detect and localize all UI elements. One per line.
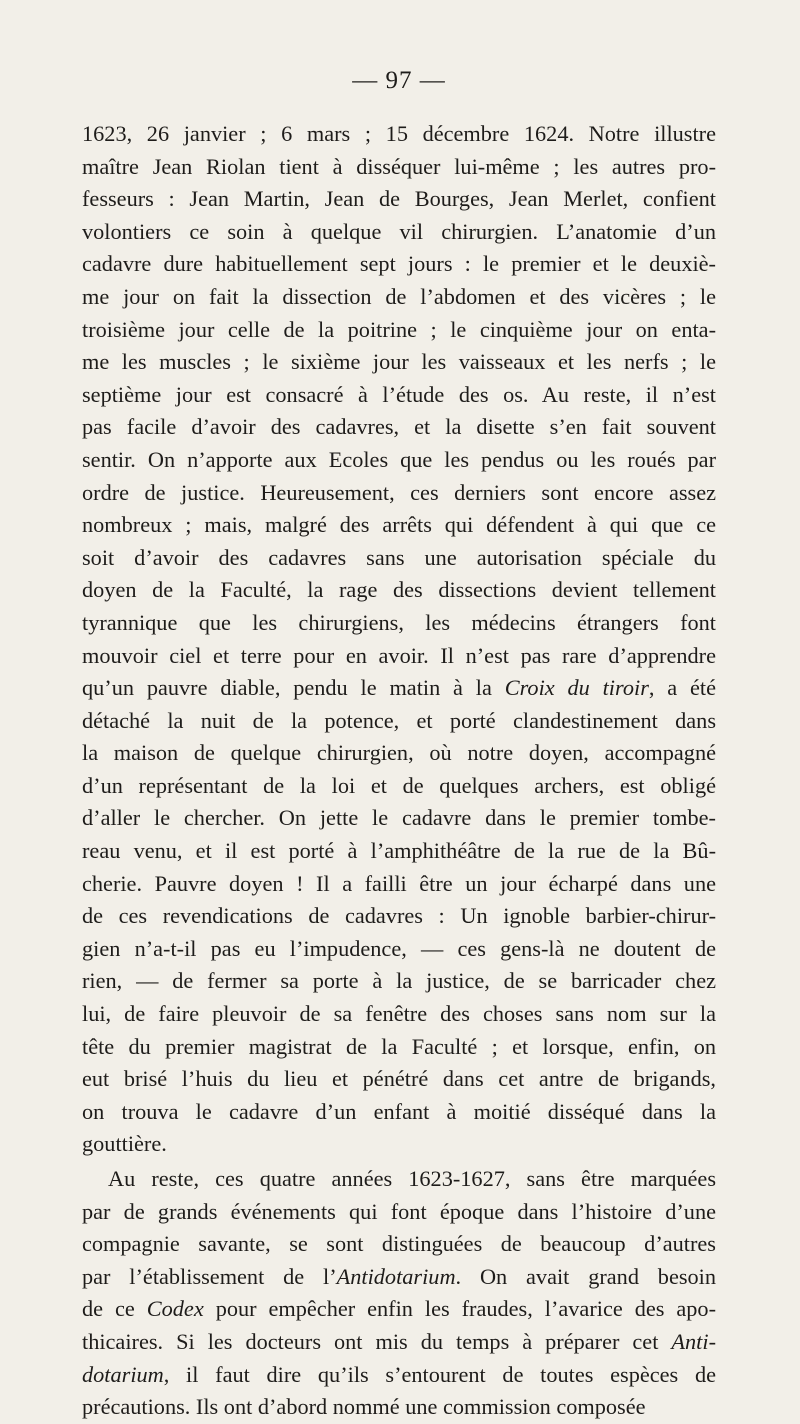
text-line: précautions. Ils ont d’abord nommé une commission composée [82,1394,646,1420]
paragraph-1 [82,118,716,1161]
text-line: gouttière. [82,1131,167,1157]
paragraph-2 [82,1163,716,1424]
text-segment: . On avait grand besoin [455,1263,717,1289]
text-line: troisième jour celle de la poitrine ; le cinquième jour on enta- [82,316,716,342]
text-line: tyrannique que les chirurgiens, les médecins étrangers font [82,609,716,635]
text-line: reau venu, et il est porté à l’amphithéâtre de la rue de la Bû- [82,838,716,864]
text-line: Au reste, ces quatre années 1623-1627, sans être marquées [108,1166,716,1191]
italic-antidotarium: Antidotarium [336,1263,456,1289]
text-line: la maison de quelque chirurgien, où notre doyen, accompagné [82,740,716,766]
text-line: rien, — de fermer sa porte à la justice, de se barricader chez [82,968,716,994]
text-line: on trouva le cadavre d’un enfant à moitié disséqué dans la [82,1098,716,1124]
italic-codex: Codex [146,1296,204,1322]
text-line: 1623, 26 janvier ; 6 mars ; 15 décembre 1624. Notre illustre [82,121,716,146]
text-segment: pour empêcher enfin les fraudes, l’avarice des apo- [203,1296,716,1322]
text-line: tête du premier magistrat de la Faculté ; et lorsque, enfin, on [82,1033,716,1059]
text-line: maître Jean Riolan tient à disséquer lui-même ; les autres pro- [82,153,716,179]
text-line: fesseurs : Jean Martin, Jean de Bourges, Jean Merlet, confient [82,186,716,212]
text-line [82,1326,716,1359]
italic-croix-du-tiroir: Croix du tiroir [504,675,649,701]
text-segment: qu’un pauvre diable, pendu le matin à la [82,675,505,701]
text-line: me jour on fait la dissection de l’abdomen et des vicères ; le [82,283,716,309]
text-line: ordre de justice. Heureusement, ces derniers sont encore assez [82,479,716,505]
text-line [82,1293,716,1326]
text-line: doyen de la Faculté, la rage des dissections devient tellement [82,577,716,603]
text-line [82,1359,716,1392]
text-line: cadavre dure habituellement sept jours : le premier et le deuxiè- [82,251,716,277]
text-line: compagnie savante, se sont distinguées de beaucoup d’autres [82,1231,716,1257]
text-line: septième jour est consacré à l’étude des os. Au reste, il n’est [82,381,716,407]
text-line: d’aller le chercher. On jette le cadavre dans le premier tombe- [82,805,716,831]
text-line [82,1261,716,1294]
text-line: d’un représentant de la loi et de quelques archers, est obligé [82,772,716,798]
text-segment: de ce [82,1296,147,1322]
text-line: eut brisé l’huis du lieu et pénétré dans cet antre de brigands, [82,1066,716,1092]
text-segment: l’ [323,1263,337,1289]
text-line: pas facile d’avoir des cadavres, et la disette s’en fait souvent [82,414,716,440]
text-line: volontiers ce soin à quelque vil chirurgien. L’anatomie d’un [82,218,716,244]
text-segment: , a été [648,675,716,701]
text-line: soit d’avoir des cadavres sans une autorisation spéciale du [82,544,716,570]
text-line: mouvoir ciel et terre pour en avoir. Il n’est pas rare d’apprendre [82,642,716,668]
text-line: détaché la nuit de la potence, et porté clandestinement dans [82,707,716,733]
text-line: nombreux ; mais, malgré des arrêts qui défendent à qui que ce [82,512,716,538]
text-line: sentir. On n’apporte aux Ecoles que les pendus ou les roués par [82,446,716,472]
text-segment: , il faut dire qu’ils s’entourent de toutes espèces de [163,1361,716,1387]
page-number: — 97 — [352,67,446,94]
text-line: gien n’a-t-il pas eu l’impudence, — ces gens-là ne doutent de [82,935,716,961]
text-segment: thicaires. Si les docteurs ont mis du temps à préparer cet [82,1328,672,1354]
italic-anti: Anti- [671,1328,716,1354]
text-line: cherie. Pauvre doyen ! Il a failli être un jour écharpé dans une [82,870,716,896]
text-segment: par l’établissement de [82,1263,323,1289]
text-line: par de grands événements qui font époque dans l’histoire d’une [82,1198,716,1224]
text-line: me les muscles ; le sixième jour les vaisseaux et les nerfs ; le [82,349,716,375]
text-line: lui, de faire pleuvoir de sa fenêtre des choses sans nom sur la [82,1001,716,1027]
italic-dotarium: dotarium [82,1361,164,1387]
text-line: de ces revendications de cadavres : Un ignoble barbier-chirur- [82,903,716,929]
text-line [82,672,716,705]
